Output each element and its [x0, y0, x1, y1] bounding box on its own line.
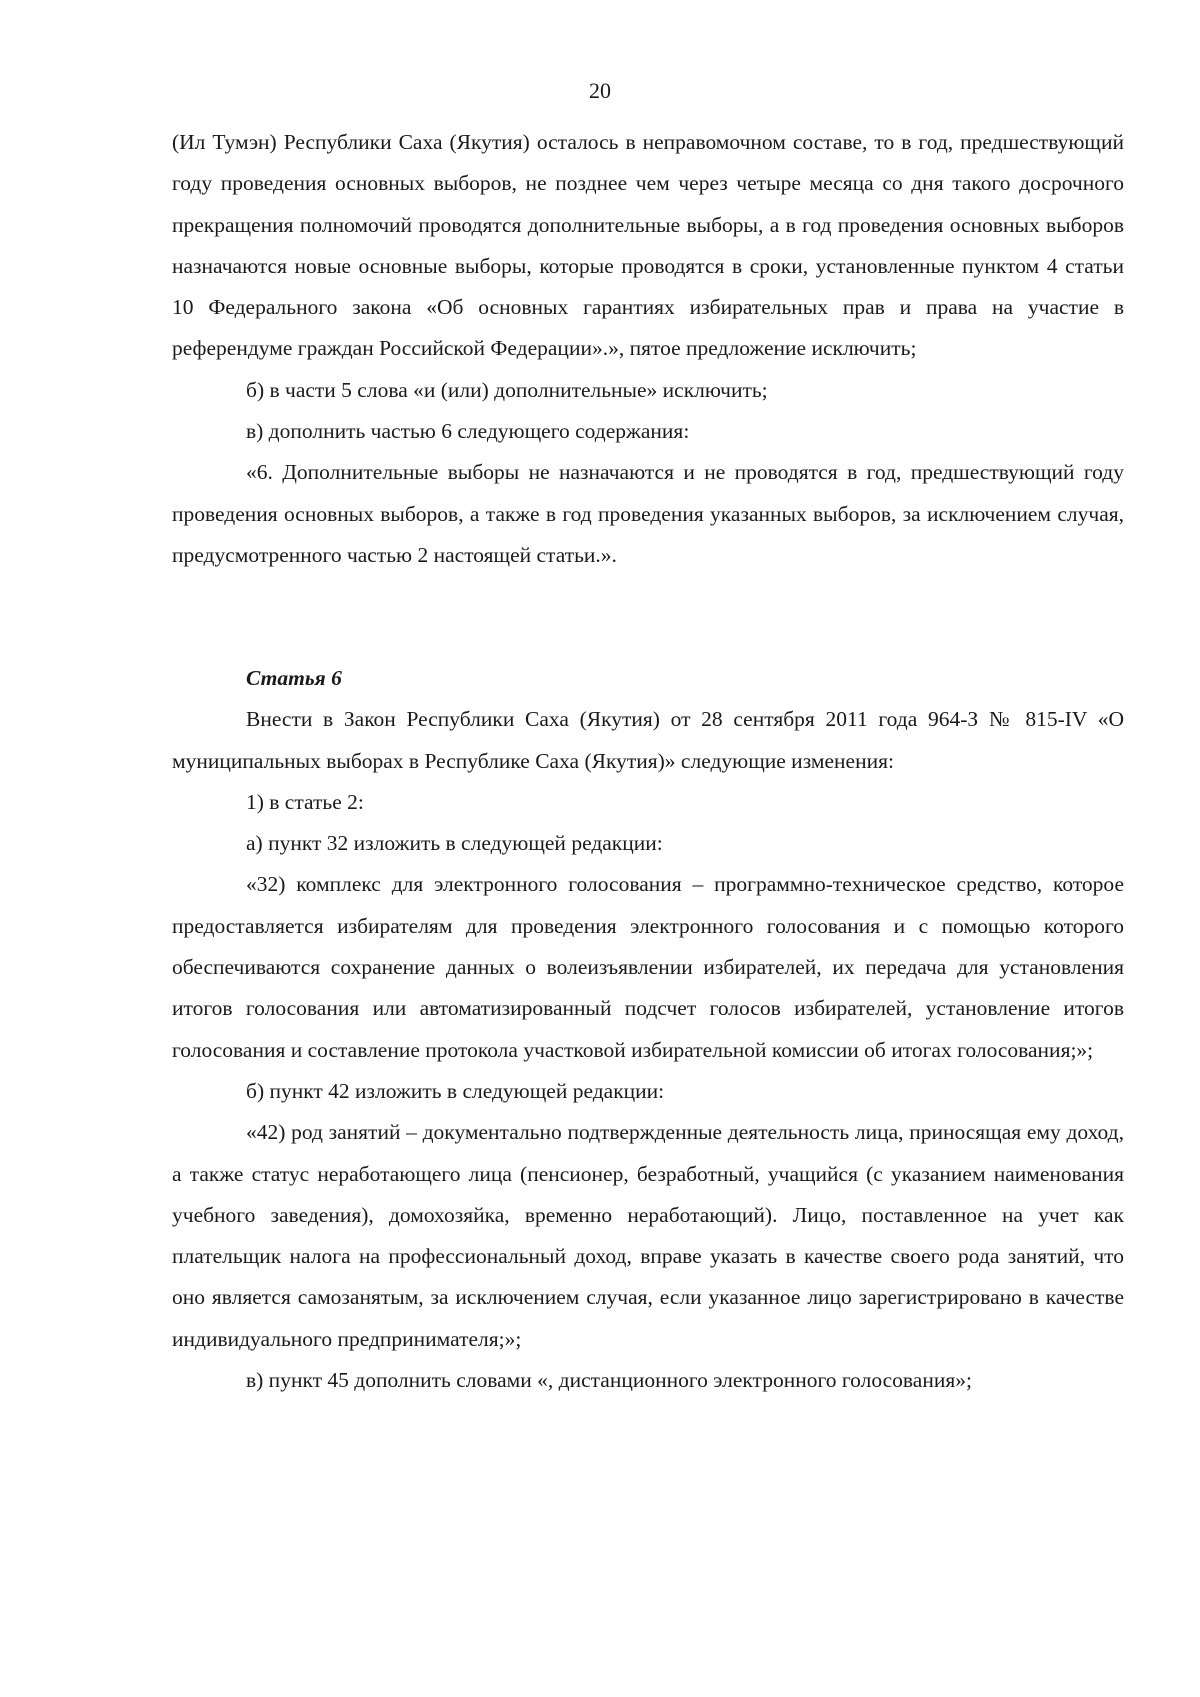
item-a: а) пункт 32 изложить в следующей редакции:	[246, 831, 663, 856]
article-intro: Внести в Закон Республики Саха (Якутия) от 28 сентября 2011 года 964-З № 815-IV «О муниципальных выборах в Республике Саха (Якутия)» следующие изменения:	[172, 707, 1124, 773]
item-b: б) пункт 42 изложить в следующей редакции:	[246, 1078, 665, 1103]
paragraph-item-b: б) в части 5 слова «и (или) дополнительные» исключить;	[246, 377, 768, 402]
item-32-text: «32) комплекс для электронного голосования – программно-техническое средство, которое предоставляется избирателям для проведения электронного голосования и с помощью которого обеспечиваются сохранение данных о волеизъявлении избирателей, их передача для установления итогов голосования или автоматизированный подсчет голосов избирателей, установление итогов голосования и составление протокола участковой избирательной комиссии об итогах голосования;»;	[172, 872, 1124, 1062]
paragraph-part-6: «6. Дополнительные выборы не назначаются и не проводятся в год, предшествующий году проведения основных выборов, а также в год проведения указанных выборов, за исключением случая, предусмотренного частью 2 настоящей статьи.».	[172, 460, 1124, 567]
item-42-text: «42) род занятий – документально подтвержденные деятельность лица, приносящая ему доход, а также статус неработающего лица (пенсионер, безработный, учащийся (с указанием наименования учебного заведения), домохозяйка, временно неработающий). Лицо, поставленное на учет как плательщик налога на профессиональный доход, вправе указать в качестве своего рода занятий, что оно является самозанятым, за исключением случая, если указанное лицо зарегистрировано в качестве индивидуального предпринимателя;»;	[172, 1120, 1124, 1351]
amendment-text-block	[172, 122, 1124, 576]
item-v: в) пункт 45 дополнить словами «, дистанционного электронного голосования»;	[246, 1368, 972, 1393]
article-6-block	[172, 658, 1124, 1401]
paragraph-continuation: (Ил Тумэн) Республики Саха (Якутия) осталось в неправомочном составе, то в год, предшествующий году проведения основных выборов, не позднее чем через четыре месяца со дня такого досрочного прекращения полномочий проводятся дополнительные выборы, а в год проведения основных выборов назначаются новые основные выборы, которые проводятся в сроки, установленные пунктом 4 статьи 10 Федерального закона «Об основных гарантиях избирательных прав и права на участие в референдуме граждан Российской Федерации».», пятое предложение исключить;	[172, 130, 1124, 361]
page-number: 20	[589, 78, 611, 103]
article-heading: Статья 6	[246, 666, 342, 690]
paragraph-item-v: в) дополнить частью 6 следующего содержания:	[246, 419, 690, 444]
item-1-article-2: 1) в статье 2:	[246, 789, 364, 814]
